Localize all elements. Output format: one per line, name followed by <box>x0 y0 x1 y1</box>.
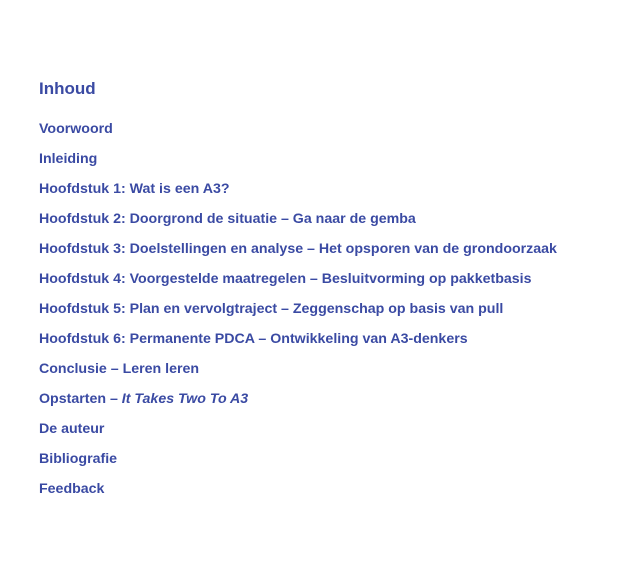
toc-item-opstarten <box>39 388 626 418</box>
toc-list <box>39 118 626 508</box>
toc-link-conclusie[interactable]: Conclusie – Leren leren <box>39 361 200 377</box>
toc-link-opstarten[interactable] <box>39 391 248 407</box>
toc-title: Inhoud <box>39 79 96 98</box>
toc-link-hoofdstuk-5[interactable]: Hoofdstuk 5: Plan en vervolgtraject – Zeggenschap op basis van pull <box>39 301 504 317</box>
toc-link-inleiding[interactable]: Inleiding <box>39 151 98 167</box>
toc-item-conclusie <box>39 358 626 388</box>
toc-link-voorwoord[interactable]: Voorwoord <box>39 121 113 137</box>
toc-item-hoofdstuk-6 <box>39 328 626 358</box>
toc-item-feedback <box>39 478 626 508</box>
toc-link-hoofdstuk-4[interactable]: Hoofdstuk 4: Voorgestelde maatregelen – Besluitvorming op pakketbasis <box>39 271 532 287</box>
toc-item-voorwoord <box>39 118 626 148</box>
toc-link-hoofdstuk-2[interactable]: Hoofdstuk 2: Doorgrond de situatie – Ga naar de gemba <box>39 211 416 227</box>
toc-link-opstarten-italic: It Takes Two To A3 <box>121 391 249 407</box>
toc-link-opstarten-prefix: Opstarten – <box>39 391 122 407</box>
toc-item-hoofdstuk-1 <box>39 178 626 208</box>
toc-link-bibliografie[interactable]: Bibliografie <box>39 451 118 467</box>
toc-item-hoofdstuk-3 <box>39 238 626 268</box>
toc-item-bibliografie <box>39 448 626 478</box>
toc-link-hoofdstuk-6[interactable]: Hoofdstuk 6: Permanente PDCA – Ontwikkeling van A3-denkers <box>39 331 468 347</box>
toc-item-hoofdstuk-5 <box>39 298 626 328</box>
table-of-contents <box>39 78 626 508</box>
toc-link-de-auteur[interactable]: De auteur <box>39 421 105 437</box>
toc-link-feedback[interactable]: Feedback <box>39 481 105 497</box>
toc-item-de-auteur <box>39 418 626 448</box>
toc-link-hoofdstuk-3[interactable]: Hoofdstuk 3: Doelstellingen en analyse – Het opsporen van de grondoorzaak <box>39 241 557 257</box>
toc-item-inleiding <box>39 148 626 178</box>
toc-item-hoofdstuk-4 <box>39 268 626 298</box>
toc-item-hoofdstuk-2 <box>39 208 626 238</box>
toc-link-hoofdstuk-1[interactable]: Hoofdstuk 1: Wat is een A3? <box>39 181 230 197</box>
